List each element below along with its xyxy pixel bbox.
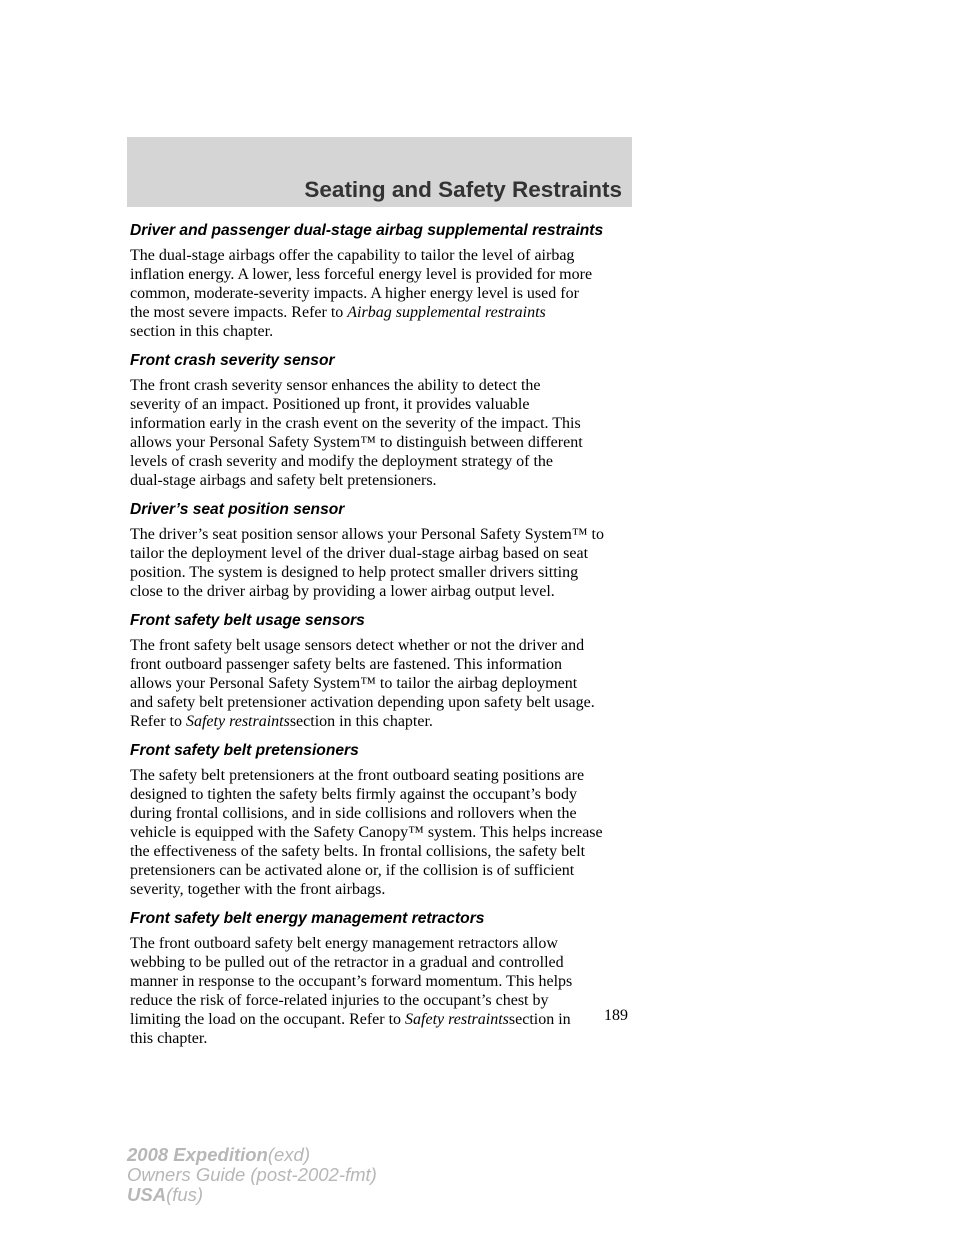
section-heading: Driver and passenger dual-stage airbag supplemental restraints — [130, 222, 604, 239]
section-paragraph: The driver’s seat position sensor allows your Personal Safety System™ to tailor the deployment level of the driver dual-stage airbag based on seat position. The system is designed to help protect smaller drivers sitting close to the driver airbag by providing a lower airbag output level. — [130, 526, 604, 600]
page-number: 189 — [604, 1007, 628, 1024]
cross-reference: Safety restraints — [405, 1011, 509, 1028]
section-heading: Driver’s seat position sensor — [130, 501, 345, 518]
footer-guide: Owners Guide (post-2002-fmt) — [127, 1164, 377, 1185]
cross-reference: Airbag supplemental restraints — [347, 304, 546, 321]
page-content — [130, 220, 635, 1057]
chapter-header-band — [127, 137, 632, 207]
footer-region: USA — [127, 1184, 167, 1205]
cross-reference: Safety restraints — [185, 713, 290, 730]
section-paragraph: The front outboard safety belt energy management retractors allow webbing to be pulled out of the retractor in a gradual and controlled manner in response to the occupant’s forward momentum. This helps reduce the risk of force-related injuries to the occupant’s chest by limiting the load on the occupant. Refer to Safety restraintssection in this chapter. — [130, 935, 573, 1047]
section-heading: Front safety belt energy management retractors — [130, 910, 485, 927]
section-heading: Front crash severity sensor — [130, 352, 335, 369]
section-paragraph: The front safety belt usage sensors detect whether or not the driver and front outboard passenger safety belts are fastened. This information allows your Personal Safety System™ to tailor the airbag deployment and safety belt pretensioner activation depending upon safety belt usage. Refer to Safety restraintssection in this chapter. — [130, 637, 595, 730]
section-paragraph: The safety belt pretensioners at the front outboard seating positions are designed to tighten the safety belts firmly against the occupant’s body during frontal collisions, and in side collisions and rollovers when the vehicle is equipped with the Safety Canopy™ system. This helps increase the effectiveness of the safety belts. In frontal collisions, the safety belt pretensioners can be activated alone or, if the collision is of sufficient severity, together with the front airbags. — [130, 767, 603, 898]
section-paragraph: The dual-stage airbags offer the capability to tailor the level of airbag inflation energy. A lower, less forceful energy level is provided for more common, moderate-severity impacts. A higher energy level is used for the most severe impacts. Refer to Airbag supplemental restraints section in this chapter. — [130, 247, 593, 340]
section-paragraph: The front crash severity sensor enhances the ability to detect the severity of an impact. Positioned up front, it provides valuable information early in the crash event on the severity of the impact. This allows your Personal Safety System™ to distinguish between different levels of crash severity and modify the deployment strategy of the dual-stage airbags and safety belt pretensioners. — [130, 377, 583, 489]
document-footer: 2008 Expedition(exd) Owners Guide (post-2002-fmt) USA(fus) — [127, 1144, 377, 1205]
footer-model: 2008 Expedition — [127, 1144, 268, 1165]
section-heading: Front safety belt pretensioners — [130, 742, 359, 759]
chapter-title: Seating and Safety Restraints — [304, 177, 622, 202]
section-heading: Front safety belt usage sensors — [130, 612, 365, 629]
